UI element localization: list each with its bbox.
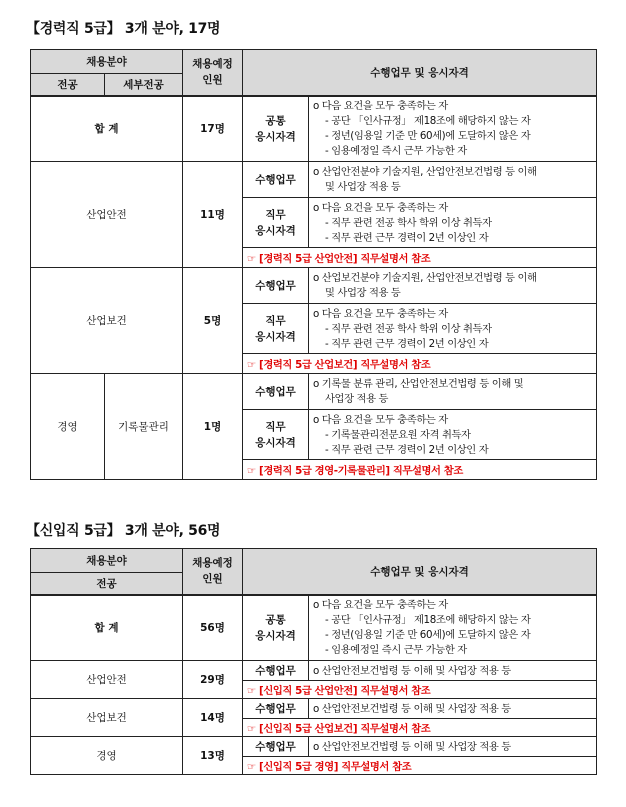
header-field: 채용분야	[31, 50, 183, 74]
qual-line: - 직무 관련 근무 경력이 2년 이상인 자	[325, 443, 489, 456]
common-qual-detail	[309, 96, 597, 162]
total-count: 56명	[183, 595, 243, 661]
row-count-safety: 11명	[183, 162, 243, 268]
qual-line: - 직무 관련 전공 학사 학위 이상 취득자	[325, 216, 492, 229]
qual-line: o 다음 요건을 모두 충족하는 자	[313, 413, 448, 426]
total-label: 합 계	[31, 96, 183, 162]
qual-line: o 다음 요건을 모두 충족하는 자	[313, 201, 448, 214]
header-sub-major: 세부전공	[105, 74, 183, 96]
job-description-ref-link[interactable]: ☞ [신입직 5급 산업안전] 직무설명서 참조	[243, 681, 597, 699]
qual-line: - 직무 관련 전공 학사 학위 이상 취득자	[325, 322, 492, 335]
job-description-ref-link[interactable]: ☞ [경력직 5급 경영-기록물관리] 직무설명서 참조	[243, 460, 597, 480]
qual-line: - 공단 「인사규정」 제18조에 해당하지 않는 자	[325, 115, 531, 128]
qual-line: o 다음 요건을 모두 충족하는 자	[313, 599, 448, 612]
job-description-ref-link[interactable]: ☞ [신입직 5급 경영] 직무설명서 참조	[243, 757, 597, 775]
row-count-safety: 29명	[183, 661, 243, 699]
total-count: 17명	[183, 96, 243, 162]
duty-line: 및 사업장 적용 등	[325, 181, 401, 193]
qual-line: - 직무 관련 근무 경력이 2년 이상인 자	[325, 337, 489, 350]
common-qual-label: 공통 응시자격	[243, 595, 309, 661]
newhire-table	[30, 548, 597, 775]
header-field: 채용분야	[31, 549, 183, 573]
job-qual-label: 직무 응시자격	[243, 198, 309, 248]
row-field-safety: 산업안전	[31, 162, 183, 268]
header-major: 전공	[31, 573, 183, 595]
row-count-health: 14명	[183, 699, 243, 737]
duty-line: 및 사업장 적용 등	[325, 287, 401, 299]
qual-line: - 정년(임용일 기준 만 60세)에 도달하지 않은 자	[325, 629, 531, 642]
duty-label: 수행업무	[243, 737, 309, 757]
duty-label: 수행업무	[243, 661, 309, 681]
duty-detail	[309, 374, 597, 410]
duty-line: o 산업보건분야 기술지원, 산업안전보건법령 등 이해	[313, 272, 537, 284]
duty-line: 사업장 적용 등	[325, 393, 389, 405]
qual-line: - 기록물관리전문요원 자격 취득자	[325, 428, 471, 441]
header-headcount: 채용예정 인원	[183, 50, 243, 96]
duty-line: o 산업안전분야 기술지원, 산업안전보건법령 등 이해	[313, 166, 537, 178]
common-qual-detail	[309, 595, 597, 661]
common-qual-label: 공통 응시자격	[243, 96, 309, 162]
row-count-management: 13명	[183, 737, 243, 775]
duty-detail	[309, 162, 597, 198]
total-label: 합 계	[31, 595, 183, 661]
qual-line: - 임용예정일 즉시 근무 가능한 자	[325, 145, 467, 158]
duty-detail: o 산업안전보건법령 등 이해 및 사업장 적용 등	[309, 699, 597, 719]
job-qual-detail	[309, 410, 597, 460]
row-count-management: 1명	[183, 374, 243, 480]
duty-label: 수행업무	[243, 162, 309, 198]
row-field-health: 산업보건	[31, 268, 183, 374]
header-duties: 수행업무 및 응시자격	[243, 549, 597, 595]
duty-detail: o 산업안전보건법령 등 이해 및 사업장 적용 등	[309, 737, 597, 757]
duty-label: 수행업무	[243, 268, 309, 304]
duty-detail	[309, 268, 597, 304]
row-field-safety: 산업안전	[31, 661, 183, 699]
duty-label: 수행업무	[243, 699, 309, 719]
qual-line: o 다음 요건을 모두 충족하는 자	[313, 100, 448, 113]
row-field-management: 경영	[31, 737, 183, 775]
row-count-health: 5명	[183, 268, 243, 374]
qual-line: - 임용예정일 즉시 근무 가능한 자	[325, 644, 467, 657]
duty-detail: o 산업안전보건법령 등 이해 및 사업장 적용 등	[309, 661, 597, 681]
newhire-section-title: 【신입직 5급】 3개 분야, 56명	[26, 523, 221, 539]
qual-line: - 정년(임용일 기준 만 60세)에 도달하지 않은 자	[325, 130, 531, 143]
row-field-management: 경영	[31, 374, 105, 480]
header-duties: 수행업무 및 응시자격	[243, 50, 597, 96]
job-description-ref-link[interactable]: ☞ [경력직 5급 산업보건] 직무설명서 참조	[243, 354, 597, 374]
job-qual-detail	[309, 304, 597, 354]
qual-line: - 공단 「인사규정」 제18조에 해당하지 않는 자	[325, 614, 531, 627]
header-headcount: 채용예정 인원	[183, 549, 243, 595]
row-field-health: 산업보건	[31, 699, 183, 737]
row-subfield-records: 기록물관리	[105, 374, 183, 480]
career-section-title: 【경력직 5급】 3개 분야, 17명	[26, 21, 221, 37]
duty-label: 수행업무	[243, 374, 309, 410]
job-qual-label: 직무 응시자격	[243, 304, 309, 354]
duty-line: o 기록물 분류 관리, 산업안전보건법령 등 이해 및	[313, 378, 524, 390]
qual-line: o 다음 요건을 모두 충족하는 자	[313, 307, 448, 320]
job-description-ref-link[interactable]: ☞ [신입직 5급 산업보건] 직무설명서 참조	[243, 719, 597, 737]
qual-line: - 직무 관련 근무 경력이 2년 이상인 자	[325, 231, 489, 244]
career-table	[30, 49, 597, 480]
job-description-ref-link[interactable]: ☞ [경력직 5급 산업안전] 직무설명서 참조	[243, 248, 597, 268]
job-qual-label: 직무 응시자격	[243, 410, 309, 460]
job-qual-detail	[309, 198, 597, 248]
header-major: 전공	[31, 74, 105, 96]
